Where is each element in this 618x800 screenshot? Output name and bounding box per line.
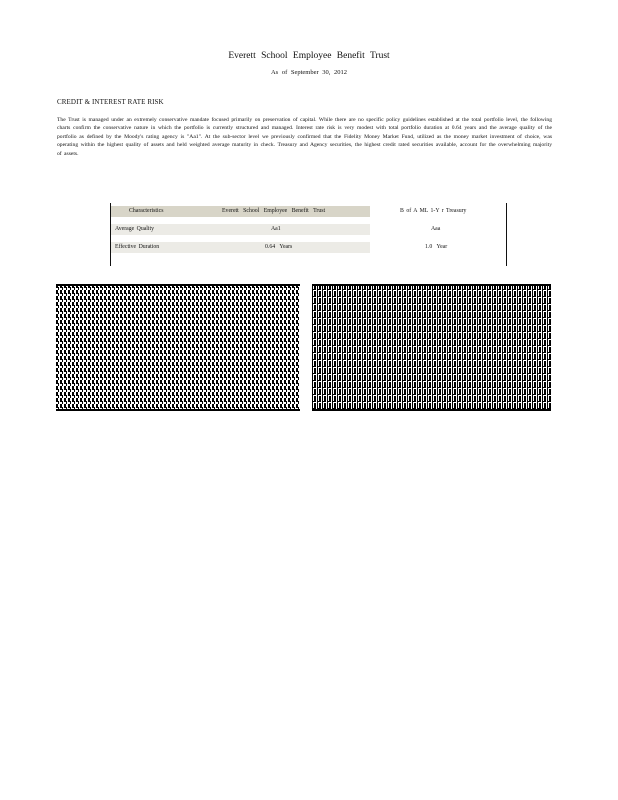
header-characteristics: Characteristics [129, 208, 164, 214]
chart-image-right [312, 284, 551, 411]
table-row [111, 224, 441, 235]
trust-value: Aa1 [271, 226, 281, 232]
benchmark-value: Aaa [431, 226, 441, 232]
characteristics-table [110, 203, 508, 266]
document-title: Everett School Employee Benefit Trust [228, 51, 390, 61]
row-label: Effective Duration [115, 244, 160, 250]
table-row [111, 242, 448, 253]
row-label: Average Quality [115, 226, 155, 232]
table-header-row [111, 206, 467, 217]
document-subtitle: As of September 30, 2012 [270, 69, 348, 76]
header-benchmark: B of A ML 1-Y r Treasury [400, 208, 467, 214]
table-border-right [506, 203, 507, 266]
header-trust: Everett School Employee Benefit Trust [222, 208, 326, 214]
benchmark-value: 1.0 Year [425, 244, 448, 250]
section-paragraph: The Trust is managed under an extremely conservative mandate focused primarily on preservation of capital. While there are no specific policy guidelines established at the total portfolio level, the following charts confirm the conservative nature in which the portfolio is currently structured and managed. Interest rate risk is very modest with total portfolio duration at 0.64 years and the average quality of the portfolio as defined by the Moody's rating agency is "Aa1". At the sub-sector level we previously confirmed that the Fidelity Money Market Fund, utilized as the money market investment of choice, was operating within the highest quality of assets and held weighted average maturity in check. Treasury and Agency securities, the highest credit rated securities available, account for the overwhelming majority of assets. [57, 117, 552, 157]
trust-value: 0.64 Years [265, 244, 293, 250]
chart-image-left [56, 284, 300, 411]
section-heading: CREDIT & INTEREST RATE RISK [57, 98, 164, 106]
